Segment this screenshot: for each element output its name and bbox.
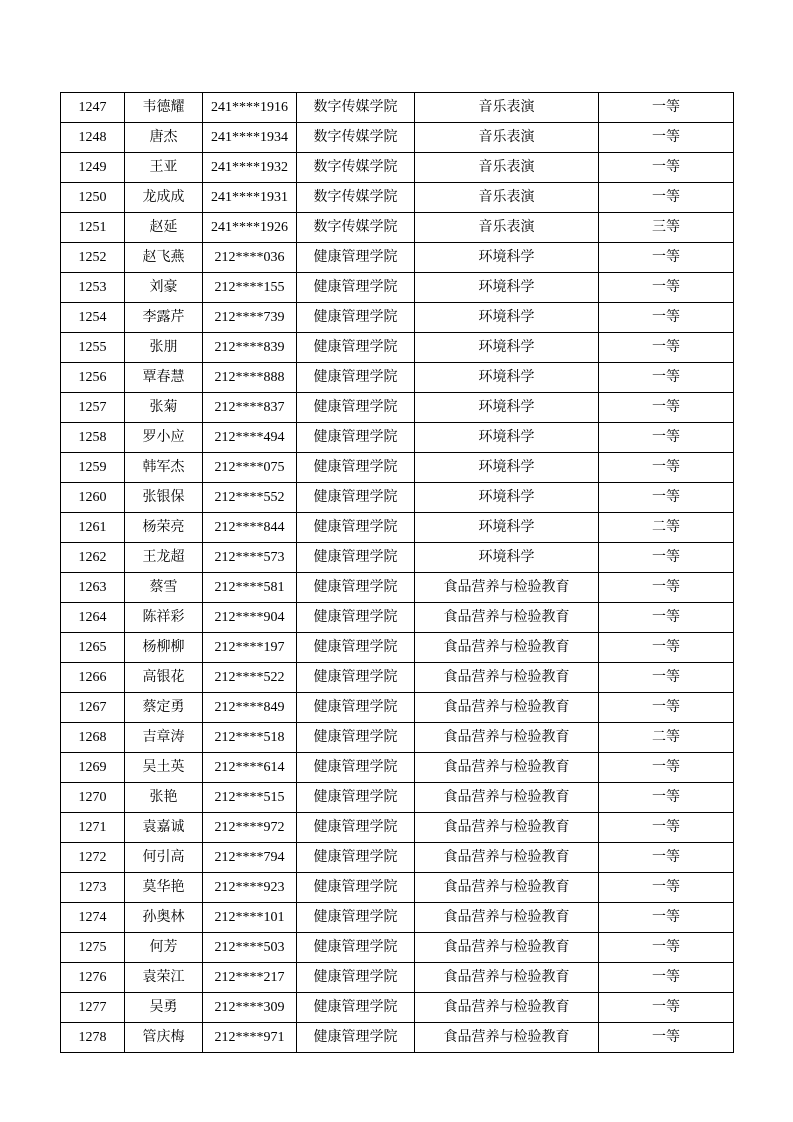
table-row xyxy=(61,573,734,603)
cell-name: 高银花 xyxy=(125,663,203,693)
table-row xyxy=(61,513,734,543)
table-row xyxy=(61,93,734,123)
table-row xyxy=(61,873,734,903)
cell-award: 三等 xyxy=(599,213,734,243)
cell-college: 健康管理学院 xyxy=(297,513,415,543)
cell-college: 健康管理学院 xyxy=(297,753,415,783)
table-row xyxy=(61,453,734,483)
cell-name: 孙奥林 xyxy=(125,903,203,933)
cell-college: 数字传媒学院 xyxy=(297,93,415,123)
cell-name: 杨柳柳 xyxy=(125,633,203,663)
cell-college: 健康管理学院 xyxy=(297,1023,415,1053)
cell-name: 袁嘉诚 xyxy=(125,813,203,843)
cell-name: 李露芹 xyxy=(125,303,203,333)
cell-college: 健康管理学院 xyxy=(297,933,415,963)
cell-major: 环境科学 xyxy=(415,543,599,573)
cell-award: 一等 xyxy=(599,453,734,483)
cell-id: 241****1916 xyxy=(203,93,297,123)
table-row xyxy=(61,543,734,573)
cell-id: 212****904 xyxy=(203,603,297,633)
cell-seq: 1263 xyxy=(61,573,125,603)
cell-id: 212****581 xyxy=(203,573,297,603)
cell-award: 一等 xyxy=(599,243,734,273)
cell-major: 音乐表演 xyxy=(415,213,599,243)
cell-id: 212****839 xyxy=(203,333,297,363)
cell-name: 龙成成 xyxy=(125,183,203,213)
cell-id: 212****494 xyxy=(203,423,297,453)
cell-major: 音乐表演 xyxy=(415,183,599,213)
cell-major: 环境科学 xyxy=(415,243,599,273)
cell-major: 音乐表演 xyxy=(415,93,599,123)
cell-major: 环境科学 xyxy=(415,363,599,393)
cell-major: 食品营养与检验教育 xyxy=(415,1023,599,1053)
cell-college: 健康管理学院 xyxy=(297,363,415,393)
cell-id: 212****971 xyxy=(203,1023,297,1053)
cell-id: 212****972 xyxy=(203,813,297,843)
cell-major: 环境科学 xyxy=(415,273,599,303)
cell-name: 赵飞燕 xyxy=(125,243,203,273)
cell-college: 健康管理学院 xyxy=(297,333,415,363)
cell-major: 食品营养与检验教育 xyxy=(415,903,599,933)
cell-seq: 1252 xyxy=(61,243,125,273)
cell-id: 212****923 xyxy=(203,873,297,903)
table-row xyxy=(61,183,734,213)
cell-name: 罗小应 xyxy=(125,423,203,453)
cell-college: 健康管理学院 xyxy=(297,993,415,1023)
cell-college: 健康管理学院 xyxy=(297,963,415,993)
cell-award: 一等 xyxy=(599,873,734,903)
cell-name: 唐杰 xyxy=(125,123,203,153)
cell-seq: 1260 xyxy=(61,483,125,513)
cell-seq: 1251 xyxy=(61,213,125,243)
cell-major: 食品营养与检验教育 xyxy=(415,663,599,693)
cell-seq: 1254 xyxy=(61,303,125,333)
cell-major: 食品营养与检验教育 xyxy=(415,933,599,963)
table-row xyxy=(61,393,734,423)
cell-major: 环境科学 xyxy=(415,513,599,543)
cell-id: 212****888 xyxy=(203,363,297,393)
cell-seq: 1271 xyxy=(61,813,125,843)
cell-id: 212****573 xyxy=(203,543,297,573)
cell-id: 212****739 xyxy=(203,303,297,333)
cell-college: 数字传媒学院 xyxy=(297,183,415,213)
cell-award: 一等 xyxy=(599,123,734,153)
cell-major: 食品营养与检验教育 xyxy=(415,963,599,993)
table-row xyxy=(61,423,734,453)
cell-name: 吉章涛 xyxy=(125,723,203,753)
cell-major: 食品营养与检验教育 xyxy=(415,843,599,873)
cell-college: 健康管理学院 xyxy=(297,723,415,753)
cell-award: 一等 xyxy=(599,663,734,693)
cell-award: 二等 xyxy=(599,513,734,543)
cell-seq: 1255 xyxy=(61,333,125,363)
cell-id: 212****849 xyxy=(203,693,297,723)
cell-name: 张菊 xyxy=(125,393,203,423)
cell-id: 241****1931 xyxy=(203,183,297,213)
cell-seq: 1258 xyxy=(61,423,125,453)
cell-major: 食品营养与检验教育 xyxy=(415,693,599,723)
cell-major: 音乐表演 xyxy=(415,123,599,153)
cell-id: 212****503 xyxy=(203,933,297,963)
cell-college: 健康管理学院 xyxy=(297,903,415,933)
cell-seq: 1273 xyxy=(61,873,125,903)
table-row xyxy=(61,363,734,393)
cell-seq: 1276 xyxy=(61,963,125,993)
table-row xyxy=(61,783,734,813)
cell-award: 一等 xyxy=(599,633,734,663)
cell-award: 一等 xyxy=(599,843,734,873)
cell-award: 一等 xyxy=(599,93,734,123)
cell-seq: 1261 xyxy=(61,513,125,543)
cell-college: 健康管理学院 xyxy=(297,843,415,873)
cell-award: 一等 xyxy=(599,393,734,423)
cell-seq: 1257 xyxy=(61,393,125,423)
cell-major: 环境科学 xyxy=(415,423,599,453)
cell-college: 健康管理学院 xyxy=(297,633,415,663)
table-row xyxy=(61,993,734,1023)
table-row xyxy=(61,753,734,783)
scholarship-roster-table xyxy=(60,92,734,1053)
cell-id: 212****075 xyxy=(203,453,297,483)
cell-name: 杨荣亮 xyxy=(125,513,203,543)
cell-award: 一等 xyxy=(599,1023,734,1053)
cell-major: 环境科学 xyxy=(415,483,599,513)
cell-college: 数字传媒学院 xyxy=(297,123,415,153)
cell-seq: 1270 xyxy=(61,783,125,813)
cell-major: 食品营养与检验教育 xyxy=(415,573,599,603)
cell-id: 241****1932 xyxy=(203,153,297,183)
table-row xyxy=(61,963,734,993)
cell-college: 健康管理学院 xyxy=(297,693,415,723)
cell-major: 食品营养与检验教育 xyxy=(415,603,599,633)
cell-name: 王亚 xyxy=(125,153,203,183)
cell-name: 王龙超 xyxy=(125,543,203,573)
table-row xyxy=(61,603,734,633)
table-row xyxy=(61,633,734,663)
cell-college: 健康管理学院 xyxy=(297,273,415,303)
table-row xyxy=(61,123,734,153)
cell-name: 韩军杰 xyxy=(125,453,203,483)
table-row xyxy=(61,213,734,243)
cell-major: 音乐表演 xyxy=(415,153,599,183)
cell-college: 健康管理学院 xyxy=(297,483,415,513)
table-row xyxy=(61,903,734,933)
cell-name: 吴土英 xyxy=(125,753,203,783)
table-row xyxy=(61,303,734,333)
table-row xyxy=(61,1023,734,1053)
cell-id: 212****309 xyxy=(203,993,297,1023)
cell-college: 健康管理学院 xyxy=(297,783,415,813)
cell-award: 一等 xyxy=(599,573,734,603)
cell-seq: 1265 xyxy=(61,633,125,663)
cell-award: 一等 xyxy=(599,153,734,183)
table-row xyxy=(61,333,734,363)
cell-major: 食品营养与检验教育 xyxy=(415,723,599,753)
cell-id: 212****614 xyxy=(203,753,297,783)
cell-seq: 1250 xyxy=(61,183,125,213)
cell-seq: 1249 xyxy=(61,153,125,183)
cell-college: 数字传媒学院 xyxy=(297,213,415,243)
table-row xyxy=(61,663,734,693)
cell-name: 刘豪 xyxy=(125,273,203,303)
table-row xyxy=(61,153,734,183)
table-row xyxy=(61,243,734,273)
cell-award: 一等 xyxy=(599,183,734,213)
cell-major: 环境科学 xyxy=(415,333,599,363)
cell-award: 一等 xyxy=(599,273,734,303)
cell-award: 一等 xyxy=(599,363,734,393)
cell-major: 食品营养与检验教育 xyxy=(415,873,599,903)
table-body xyxy=(61,93,734,1053)
cell-id: 212****197 xyxy=(203,633,297,663)
cell-seq: 1259 xyxy=(61,453,125,483)
cell-seq: 1267 xyxy=(61,693,125,723)
cell-major: 环境科学 xyxy=(415,453,599,483)
cell-seq: 1247 xyxy=(61,93,125,123)
cell-award: 一等 xyxy=(599,333,734,363)
table-row xyxy=(61,843,734,873)
table-row xyxy=(61,813,734,843)
cell-seq: 1275 xyxy=(61,933,125,963)
cell-name: 管庆梅 xyxy=(125,1023,203,1053)
cell-award: 一等 xyxy=(599,783,734,813)
cell-major: 食品营养与检验教育 xyxy=(415,783,599,813)
cell-award: 一等 xyxy=(599,933,734,963)
cell-seq: 1248 xyxy=(61,123,125,153)
cell-id: 212****522 xyxy=(203,663,297,693)
cell-college: 健康管理学院 xyxy=(297,573,415,603)
cell-award: 一等 xyxy=(599,693,734,723)
cell-id: 212****518 xyxy=(203,723,297,753)
cell-id: 212****036 xyxy=(203,243,297,273)
cell-seq: 1264 xyxy=(61,603,125,633)
cell-name: 张银保 xyxy=(125,483,203,513)
cell-college: 健康管理学院 xyxy=(297,603,415,633)
cell-name: 莫华艳 xyxy=(125,873,203,903)
cell-seq: 1272 xyxy=(61,843,125,873)
cell-major: 食品营养与检验教育 xyxy=(415,633,599,663)
cell-award: 一等 xyxy=(599,423,734,453)
cell-major: 环境科学 xyxy=(415,303,599,333)
cell-id: 212****155 xyxy=(203,273,297,303)
cell-id: 212****794 xyxy=(203,843,297,873)
cell-award: 一等 xyxy=(599,963,734,993)
cell-award: 一等 xyxy=(599,993,734,1023)
cell-college: 健康管理学院 xyxy=(297,393,415,423)
cell-award: 一等 xyxy=(599,543,734,573)
cell-name: 蔡定勇 xyxy=(125,693,203,723)
cell-id: 212****515 xyxy=(203,783,297,813)
cell-name: 何芳 xyxy=(125,933,203,963)
cell-award: 二等 xyxy=(599,723,734,753)
cell-seq: 1268 xyxy=(61,723,125,753)
cell-seq: 1269 xyxy=(61,753,125,783)
cell-seq: 1266 xyxy=(61,663,125,693)
table-row xyxy=(61,693,734,723)
cell-major: 食品营养与检验教育 xyxy=(415,813,599,843)
cell-award: 一等 xyxy=(599,303,734,333)
cell-name: 张艳 xyxy=(125,783,203,813)
cell-college: 健康管理学院 xyxy=(297,663,415,693)
cell-name: 陈祥彩 xyxy=(125,603,203,633)
cell-seq: 1278 xyxy=(61,1023,125,1053)
cell-major: 食品营养与检验教育 xyxy=(415,993,599,1023)
cell-name: 何引高 xyxy=(125,843,203,873)
cell-college: 健康管理学院 xyxy=(297,873,415,903)
cell-name: 张朋 xyxy=(125,333,203,363)
cell-seq: 1274 xyxy=(61,903,125,933)
cell-name: 蔡雪 xyxy=(125,573,203,603)
cell-id: 212****552 xyxy=(203,483,297,513)
cell-id: 241****1934 xyxy=(203,123,297,153)
cell-seq: 1256 xyxy=(61,363,125,393)
cell-seq: 1253 xyxy=(61,273,125,303)
cell-award: 一等 xyxy=(599,483,734,513)
cell-seq: 1277 xyxy=(61,993,125,1023)
cell-college: 健康管理学院 xyxy=(297,243,415,273)
cell-college: 健康管理学院 xyxy=(297,303,415,333)
cell-college: 健康管理学院 xyxy=(297,813,415,843)
cell-award: 一等 xyxy=(599,603,734,633)
cell-name: 袁荣江 xyxy=(125,963,203,993)
cell-seq: 1262 xyxy=(61,543,125,573)
cell-college: 健康管理学院 xyxy=(297,453,415,483)
cell-id: 241****1926 xyxy=(203,213,297,243)
cell-award: 一等 xyxy=(599,753,734,783)
table-row xyxy=(61,933,734,963)
cell-name: 赵延 xyxy=(125,213,203,243)
cell-college: 数字传媒学院 xyxy=(297,153,415,183)
cell-id: 212****101 xyxy=(203,903,297,933)
table-row xyxy=(61,273,734,303)
cell-award: 一等 xyxy=(599,903,734,933)
cell-name: 覃春慧 xyxy=(125,363,203,393)
table-row xyxy=(61,723,734,753)
cell-award: 一等 xyxy=(599,813,734,843)
table-row xyxy=(61,483,734,513)
cell-id: 212****217 xyxy=(203,963,297,993)
cell-name: 吴勇 xyxy=(125,993,203,1023)
cell-id: 212****844 xyxy=(203,513,297,543)
cell-major: 食品营养与检验教育 xyxy=(415,753,599,783)
cell-id: 212****837 xyxy=(203,393,297,423)
cell-major: 环境科学 xyxy=(415,393,599,423)
cell-college: 健康管理学院 xyxy=(297,423,415,453)
cell-college: 健康管理学院 xyxy=(297,543,415,573)
cell-name: 韦德耀 xyxy=(125,93,203,123)
